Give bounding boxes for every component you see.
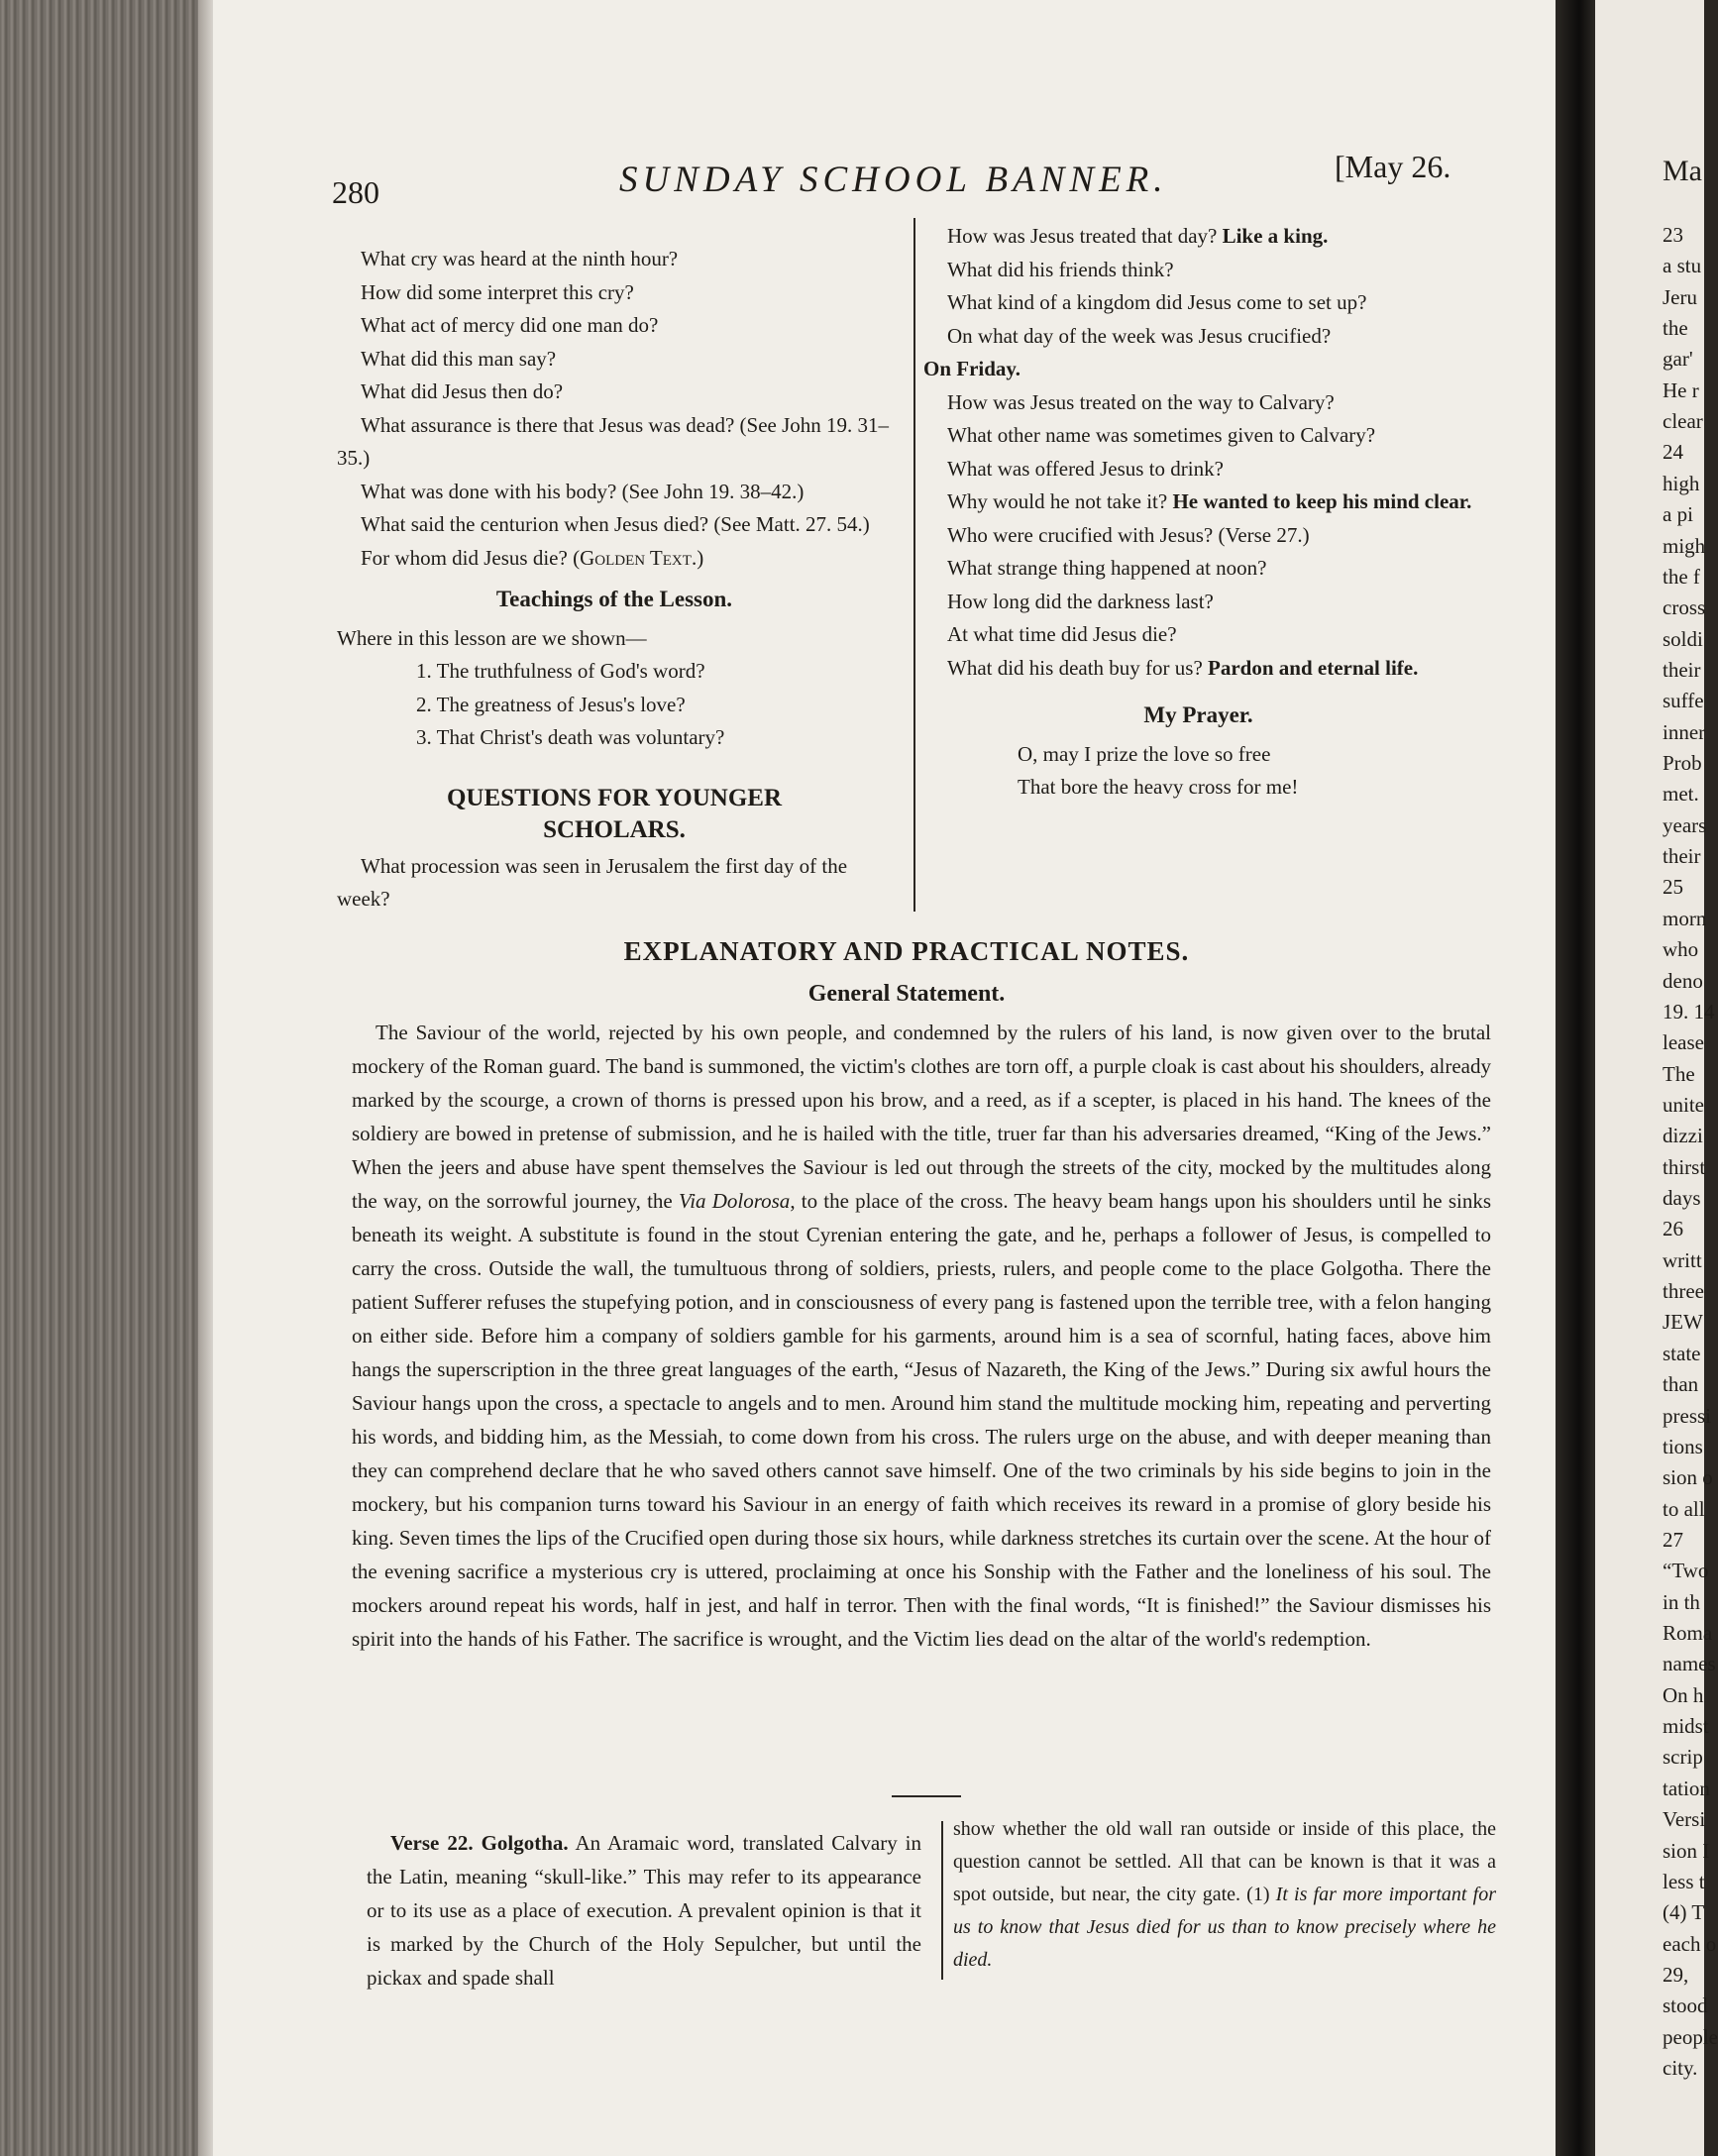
question: Why would he not take it? He wanted to keep his mind clear. — [947, 489, 1472, 513]
facing-page-fragment: their — [1663, 844, 1701, 868]
facing-page-fragment: a stu — [1663, 254, 1702, 277]
facing-page-fragment: migh — [1663, 534, 1706, 558]
question: What did his friends think? — [947, 257, 1174, 281]
facing-page-fragment: scrip — [1663, 1745, 1703, 1769]
running-title: SUNDAY SCHOOL BANNER. — [619, 160, 1168, 200]
facing-page-fragment: “Two — [1663, 1559, 1709, 1582]
question: How was Jesus treated that day? Like a king. — [947, 224, 1329, 248]
facing-page-fragment: inner — [1663, 720, 1706, 744]
younger-scholars-heading: QUESTIONS FOR YOUNGER SCHOLARS. — [446, 784, 782, 843]
facing-page-fragment: the — [1663, 316, 1688, 340]
answer: He wanted to keep his mind clear. — [1172, 489, 1472, 513]
question: What was done with his body? (See John 19. 38–42.) — [361, 479, 805, 503]
question: What other name was sometimes given to Calvary? — [947, 423, 1376, 447]
facing-page-fragment: On h — [1663, 1683, 1704, 1707]
facing-page-fragment: tation — [1663, 1777, 1710, 1800]
facing-page-fragment: the f — [1663, 565, 1700, 589]
facing-page-fragment: thirst — [1663, 1155, 1706, 1179]
question-close: .) — [691, 545, 704, 570]
question: What procession was seen in Jerusalem the first day of the week? — [337, 853, 848, 911]
question: How was Jesus treated on the way to Calvary? — [947, 389, 1335, 414]
teachings-heading: Teachings of the Lesson. — [495, 587, 733, 611]
question: What did this man say? — [361, 346, 557, 371]
question: What said the centurion when Jesus died? (See Matt. 27. 54.) — [361, 512, 870, 536]
facing-page-fragment: morn — [1663, 907, 1707, 930]
question — [337, 542, 892, 576]
facing-page-fragment: lease — [1663, 1030, 1704, 1054]
facing-page-fragment: 19. 14 — [1663, 1000, 1715, 1024]
facing-page-fragment: Prob — [1663, 751, 1702, 775]
facing-page-header: Ma — [1663, 155, 1702, 187]
facing-page-fragment: cross — [1663, 595, 1706, 619]
facing-page-fragment: Roma — [1663, 1621, 1713, 1645]
column-divider-bottom — [941, 1821, 943, 1980]
facing-page-fragment: 29, — [1663, 1963, 1689, 1987]
facing-page-fragment: their — [1663, 658, 1701, 682]
question: At what time did Jesus die? — [947, 622, 1177, 646]
question: What did Jesus then do? — [361, 379, 564, 403]
facing-page-fragment: soldi — [1663, 627, 1703, 651]
section-divider — [892, 1795, 961, 1797]
via-dolorosa: Via Dolorosa — [678, 1189, 791, 1213]
teaching-item: 1. The truthfulness of God's word? — [416, 659, 705, 683]
facing-page-fragment: Versi — [1663, 1807, 1706, 1831]
question: What did his death buy for us? Pardon and eternal life. — [947, 655, 1419, 680]
facing-page-fragment: suffe — [1663, 689, 1704, 712]
verse-note-right: show whether the old wall ran outside or inside of this place, the question cannot be settled. All that can be known is that it was a spot outside, but near, the city gate. (1) It is far more important for us to know that Jesus died for us than to know precisely where he died. — [953, 1818, 1496, 1971]
facing-page-fragment: met. — [1663, 782, 1699, 806]
question: How did some interpret this cry? — [361, 279, 634, 304]
prayer-line: O, may I prize the love so free — [1018, 741, 1271, 766]
facing-page-fragment: sion o — [1663, 1465, 1713, 1489]
facing-page-fragment: in th — [1663, 1590, 1700, 1614]
teaching-item: 3. That Christ's death was voluntary? — [416, 725, 725, 749]
verse-label: Verse 22. Golgotha. — [390, 1831, 569, 1855]
facing-page-fragment: state — [1663, 1342, 1701, 1365]
facing-page-fragment: tions — [1663, 1435, 1703, 1458]
facing-page-fragment: 27 — [1663, 1528, 1683, 1552]
general-statement: The Saviour of the world, rejected by his own people, and condemned by the rulers of his land, is now given over to the brutal mockery of the Roman guard. The band is summoned, the victim's clothes are torn off, a purple cloak is cast about his shoulders, already marked by the scourge, a crown of thorns is pressed upon his brow, and a reed, as if a scepter, is placed in his hand. The knees of the soldiery are bowed in pretense of submission, and he is hailed with the title, truer far than his adversaries dreamed, “King of the Jews.” When the jeers and abuse have spent themselves the Saviour is led out through the streets of the city, mocked by the multitudes along the way, on the sorrowful journey, the Via Dolorosa, to the place of the cross. The heavy beam hangs upon his shoulders until he sinks beneath its weight. A substitute is found in the stout Cyrenian entering the gate, and he, perhaps a follower of Jesus, is compelled to carry the cross. Outside the wall, the tumultuous throng of soldiers, priests, rulers, and people come to the place Golgotha. There the patient Sufferer refuses the stupefying potion, and in consciousness of every pang is fastened upon the terrible tree, with a felon hanging on either side. Before him a company of soldiers gamble for his garments, around him is a sea of scornful, hating faces, above him hangs the superscription in the three great languages of the earth, “Jesus of Nazareth, the King of the Jews.” During six awful hours the Saviour hangs upon the cross, a spectacle to angels and to men. Around him stand the multitude mocking him, repeating and perverting his words, and bidding him, as the Messiah, to come down from his cross. The rulers urge on the abuse, and with deeper meaning than they can comprehend declare that he who saved others cannot save himself. One of the two criminals by his side begins to join in the mockery, but his companion turns toward his Saviour in an energy of faith which receives its reward in a promise of glory beside his king. Seven times the lips of the Crucified open during those six hours, while darkness stretches its curtain over the scene. At the hour of the evening sacrifice a mysterious cry is uttered, proclaiming at once his Sonship with the Father and the loneliness of his soul. The mockers around repeat his words, half in jest, and half in terror. Then with the final words, “It is finished!” the Saviour dismisses his spirit into the hands of his Father. The sacrifice is wrought, and the Victim lies dead on the altar of the world's redemption. — [352, 1021, 1491, 1651]
facing-page-fragment: pressi — [1663, 1404, 1711, 1428]
question: What kind of a kingdom did Jesus come to set up? — [947, 290, 1367, 314]
facing-page-fragment: city. — [1663, 2056, 1698, 2080]
facing-page-fragment: high — [1663, 472, 1700, 495]
notes-title: EXPLANATORY AND PRACTICAL NOTES. — [623, 936, 1190, 966]
facing-page-fragment: names — [1663, 1652, 1716, 1675]
notes-subtitle: General Statement. — [807, 981, 1006, 1007]
book-spine — [0, 0, 213, 2156]
question-text: For whom did Jesus die? ( — [361, 545, 581, 570]
facing-page-fragment: each o — [1663, 1932, 1717, 1956]
facing-page-fragment: Jeru — [1663, 285, 1697, 309]
question: What was offered Jesus to drink? — [947, 456, 1224, 481]
facing-page-fragment: to all — [1663, 1497, 1705, 1521]
book-gutter — [1556, 0, 1595, 2156]
facing-page-fragment: The — [1663, 1062, 1695, 1086]
facing-page-fragment: 23 — [1663, 223, 1683, 247]
facing-page-fragment: 25 — [1663, 875, 1683, 899]
facing-page-fragment: less t — [1663, 1870, 1705, 1893]
facing-page-fragment: a pi — [1663, 502, 1693, 526]
answer: Pardon and eternal life. — [1208, 655, 1419, 680]
facing-page-fragment: clear — [1663, 409, 1703, 433]
prayer-line: That bore the heavy cross for me! — [1018, 775, 1299, 799]
facing-page-fragment: stood — [1663, 1994, 1708, 2017]
facing-page-fragment: (4) T — [1663, 1900, 1705, 1924]
teachings-intro: Where in this lesson are we shown— — [337, 625, 647, 650]
column-divider — [913, 218, 915, 912]
question: What cry was heard at the ninth hour? — [361, 247, 679, 270]
facing-page-fragment: 26 — [1663, 1217, 1683, 1240]
question: What act of mercy did one man do? — [361, 313, 659, 337]
golden-text-ref: Golden Text — [580, 545, 692, 570]
question: Who were crucified with Jesus? (Verse 27.) — [947, 522, 1310, 547]
verse-italic-note: It is far more important for us to know that Jesus died for us than to know precisely where he died. — [953, 1884, 1496, 1971]
verse-note-left: Verse 22. Golgotha. An Aramaic word, translated Calvary in the Latin, meaning “skull-like.” This may refer to its appearance or to its use as a place of execution. A prevalent opinion is that it is marked by the Church of the Holy Sepulcher, but until the pickax and spade shall — [367, 1831, 922, 1990]
answer: On Friday. — [923, 357, 1021, 380]
facing-page-fragment: 24 — [1663, 440, 1683, 464]
facing-page-fragment: gar' — [1663, 347, 1693, 371]
question: What strange thing happened at noon? — [947, 556, 1267, 580]
facing-page-fragment: midst — [1663, 1714, 1709, 1738]
left-column — [337, 243, 892, 916]
page-number: 280 — [332, 174, 379, 210]
answer: Like a king. — [1222, 224, 1329, 248]
facing-page-fragment: three — [1663, 1279, 1704, 1303]
facing-page-fragment: who — [1663, 937, 1699, 961]
facing-page-fragment: deno — [1663, 969, 1703, 993]
question: How long did the darkness last? — [947, 589, 1214, 613]
facing-page-fragment: than — [1663, 1372, 1699, 1396]
header-date: [May 26. — [1335, 149, 1451, 184]
facing-page-fragment: unite — [1663, 1093, 1704, 1117]
facing-page-fragment: people — [1663, 2025, 1718, 2049]
teaching-item: 2. The greatness of Jesus's love? — [416, 692, 686, 716]
prayer-heading: My Prayer. — [1143, 702, 1253, 727]
question: On what day of the week was Jesus crucified? — [947, 323, 1332, 348]
facing-page-fragment: JEW — [1663, 1310, 1703, 1334]
facing-page-fragment: writt — [1663, 1248, 1702, 1272]
right-column — [923, 220, 1473, 805]
facing-page-fragment: dizzi — [1663, 1124, 1703, 1147]
facing-page-fragment: years — [1663, 813, 1707, 837]
question: What assurance is there that Jesus was dead? (See John 19. 31–35.) — [337, 412, 890, 470]
facing-page-fragment: days — [1663, 1186, 1701, 1210]
facing-page-fragment: He r — [1663, 378, 1699, 402]
facing-page-fragment: sion I — [1663, 1839, 1710, 1863]
